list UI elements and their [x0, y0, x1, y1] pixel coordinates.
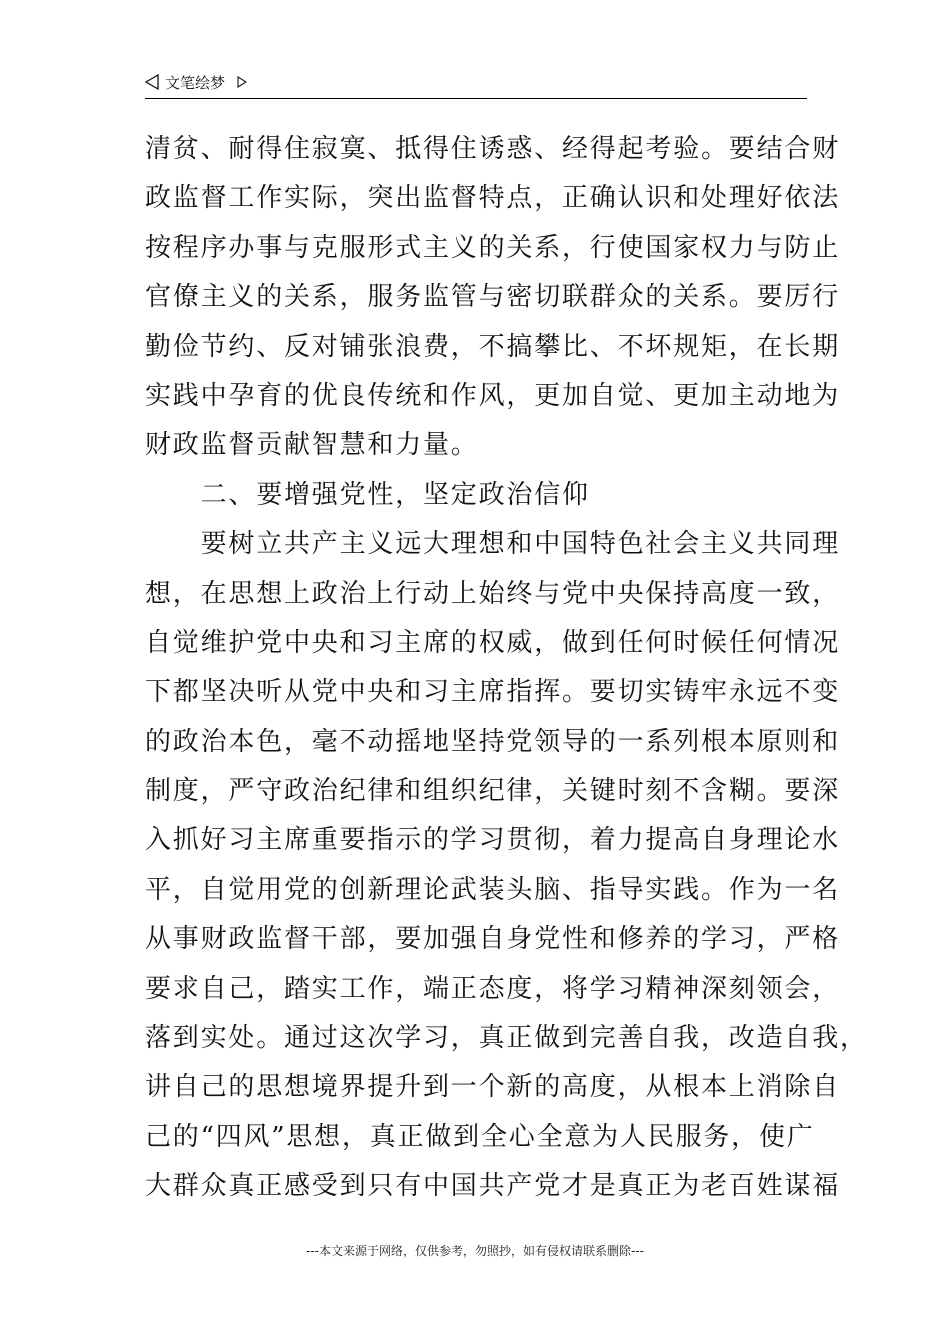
document-body [145, 125, 868, 1212]
text-line: 自觉维护党中央和习主席的权威，做到任何时候任何情况 [145, 627, 841, 658]
text-line: 讲自己的思想境界提升到一个新的高度，从根本上消除自 [145, 1072, 841, 1103]
text-line: 己的“四风”思想，真正做到全心全意为人民服务，使广 [145, 1121, 815, 1152]
text-line: 要树立共产主义远大理想和中国特色社会主义共同理 [145, 529, 841, 560]
page-header [145, 70, 807, 99]
left-triangle-outline-icon [145, 74, 159, 90]
text-line: 想，在思想上政治上行动上始终与党中央保持高度一致， [145, 578, 841, 609]
text-line: 要求自己，踏实工作，端正态度，将学习精神深刻领会， [145, 973, 841, 1004]
text-line: 财政监督贡献智慧和力量。 [145, 430, 479, 461]
text-line: 制度，严守政治纪律和组织纪律，关键时刻不含糊。要深 [145, 776, 841, 807]
right-triangle-outline-icon [237, 76, 247, 88]
text-line: 的政治本色，毫不动摇地坚持党领导的一系列根本原则和 [145, 726, 841, 757]
footer-notice: ---本文来源于网络，仅供参考，勿照抄，如有侵权请联系删除--- [306, 1244, 644, 1258]
text-line: 落到实处。通过这次学习，真正做到完善自我，改造自我， [145, 1023, 868, 1054]
text-line: 下都坚决听从党中央和习主席指挥。要切实铸牢永远不变 [145, 677, 841, 708]
text-line: 勤俭节约、反对铺张浪费，不搞攀比、不坏规矩，在长期 [145, 331, 841, 362]
text-line: 官僚主义的关系，服务监管与密切联群众的关系。要厉行 [145, 282, 841, 313]
text-line: 入抓好习主席重要指示的学习贯彻，着力提高自身理论水 [145, 825, 841, 856]
text-line: 清贫、耐得住寂寞、抵得住诱惑、经得起考验。要结合财 [145, 134, 841, 164]
text-line: 政监督工作实际，突出监督特点，正确认识和处理好依法 [145, 183, 841, 214]
header-title: 文笔绘梦 [165, 74, 226, 92]
section-heading: 二、要增强党性，坚定政治信仰 [145, 479, 590, 510]
text-line: 从事财政监督干部，要加强自身党性和修养的学习，严格 [145, 924, 841, 955]
text-line: 实践中孕育的优良传统和作风，更加自觉、更加主动地为 [145, 380, 841, 411]
text-line: 平，自觉用党的创新理论武装头脑、指导实践。作为一名 [145, 874, 841, 905]
text-line: 大群众真正感受到只有中国共产党才是真正为老百姓谋福 [145, 1171, 841, 1202]
text-line: 按程序办事与克服形式主义的关系，行使国家权力与防止 [145, 232, 841, 263]
